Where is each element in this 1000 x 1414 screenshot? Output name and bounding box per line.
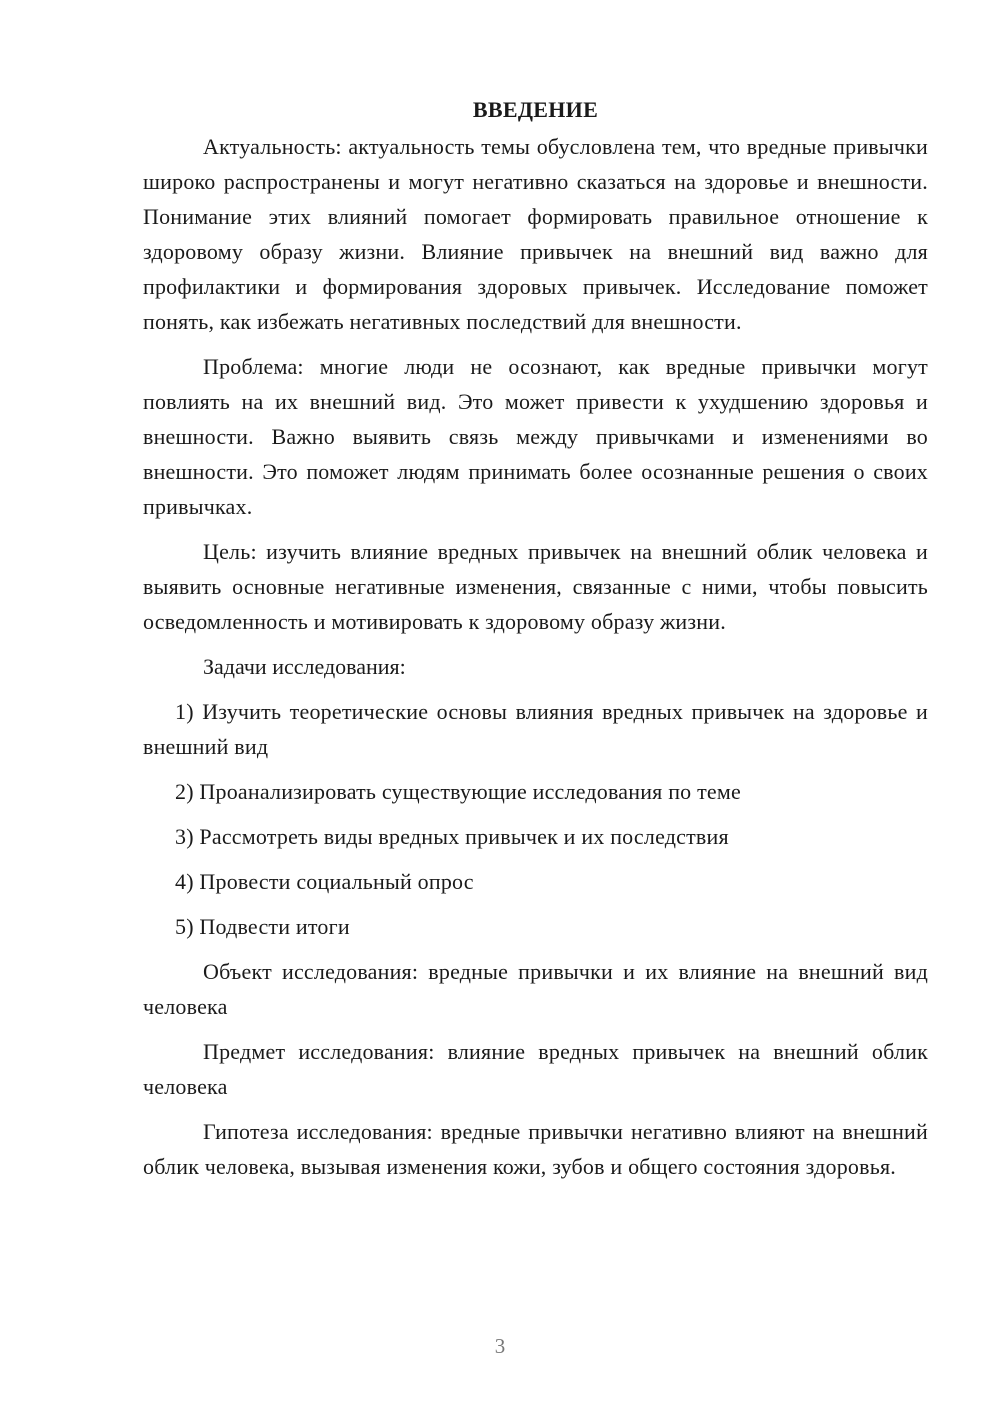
task-item-5: 5) Подвести итоги (175, 914, 350, 939)
task-item-2: 2) Проанализировать существующие исследования по теме (175, 779, 741, 804)
document-page (143, 95, 928, 1194)
page-title: ВВЕДЕНИЕ (472, 97, 599, 122)
page-number: 3 (494, 1334, 506, 1358)
relevance-paragraph: Актуальность: актуальность темы обусловлена тем, что вредные привычки широко распространены и могут негативно сказаться на здоровье и внешности. Понимание этих влияний помогает формировать правильное отношение к здоровому образу жизни. Влияние привычек на внешний вид важно для профилактики и формирования здоровых привычек. Исследование поможет понять, как избежать негативных последствий для внешности. (143, 134, 928, 334)
hypothesis-paragraph: Гипотеза исследования: вредные привычки негативно влияют на внешний облик человека, вызывая изменения кожи, зубов и общего состояния здоровья. (143, 1119, 928, 1179)
tasks-title: Задачи исследования: (203, 654, 406, 679)
task-item-4: 4) Провести социальный опрос (175, 869, 474, 894)
task-item-3: 3) Рассмотреть виды вредных привычек и их последствия (175, 824, 729, 849)
object-paragraph: Объект исследования: вредные привычки и их влияние на внешний вид человека (143, 959, 928, 1019)
goal-paragraph: Цель: изучить влияние вредных привычек на внешний облик человека и выявить основные негативные изменения, связанные с ними, чтобы повысить осведомленность и мотивировать к здоровому образу жизни. (143, 539, 928, 634)
task-item-1: 1) Изучить теоретические основы влияния вредных привычек на здоровье и внешний вид (143, 699, 928, 759)
tasks-list (143, 694, 928, 944)
problem-paragraph: Проблема: многие люди не осознают, как вредные привычки могут повлиять на их внешний вид. Это может привести к ухудшению здоровья и внешности. Важно выявить связь между привычками и изменениями во внешности. Это поможет людям принимать более осознанные решения о своих привычках. (143, 354, 928, 519)
subject-paragraph: Предмет исследования: влияние вредных привычек на внешний облик человека (143, 1039, 928, 1099)
